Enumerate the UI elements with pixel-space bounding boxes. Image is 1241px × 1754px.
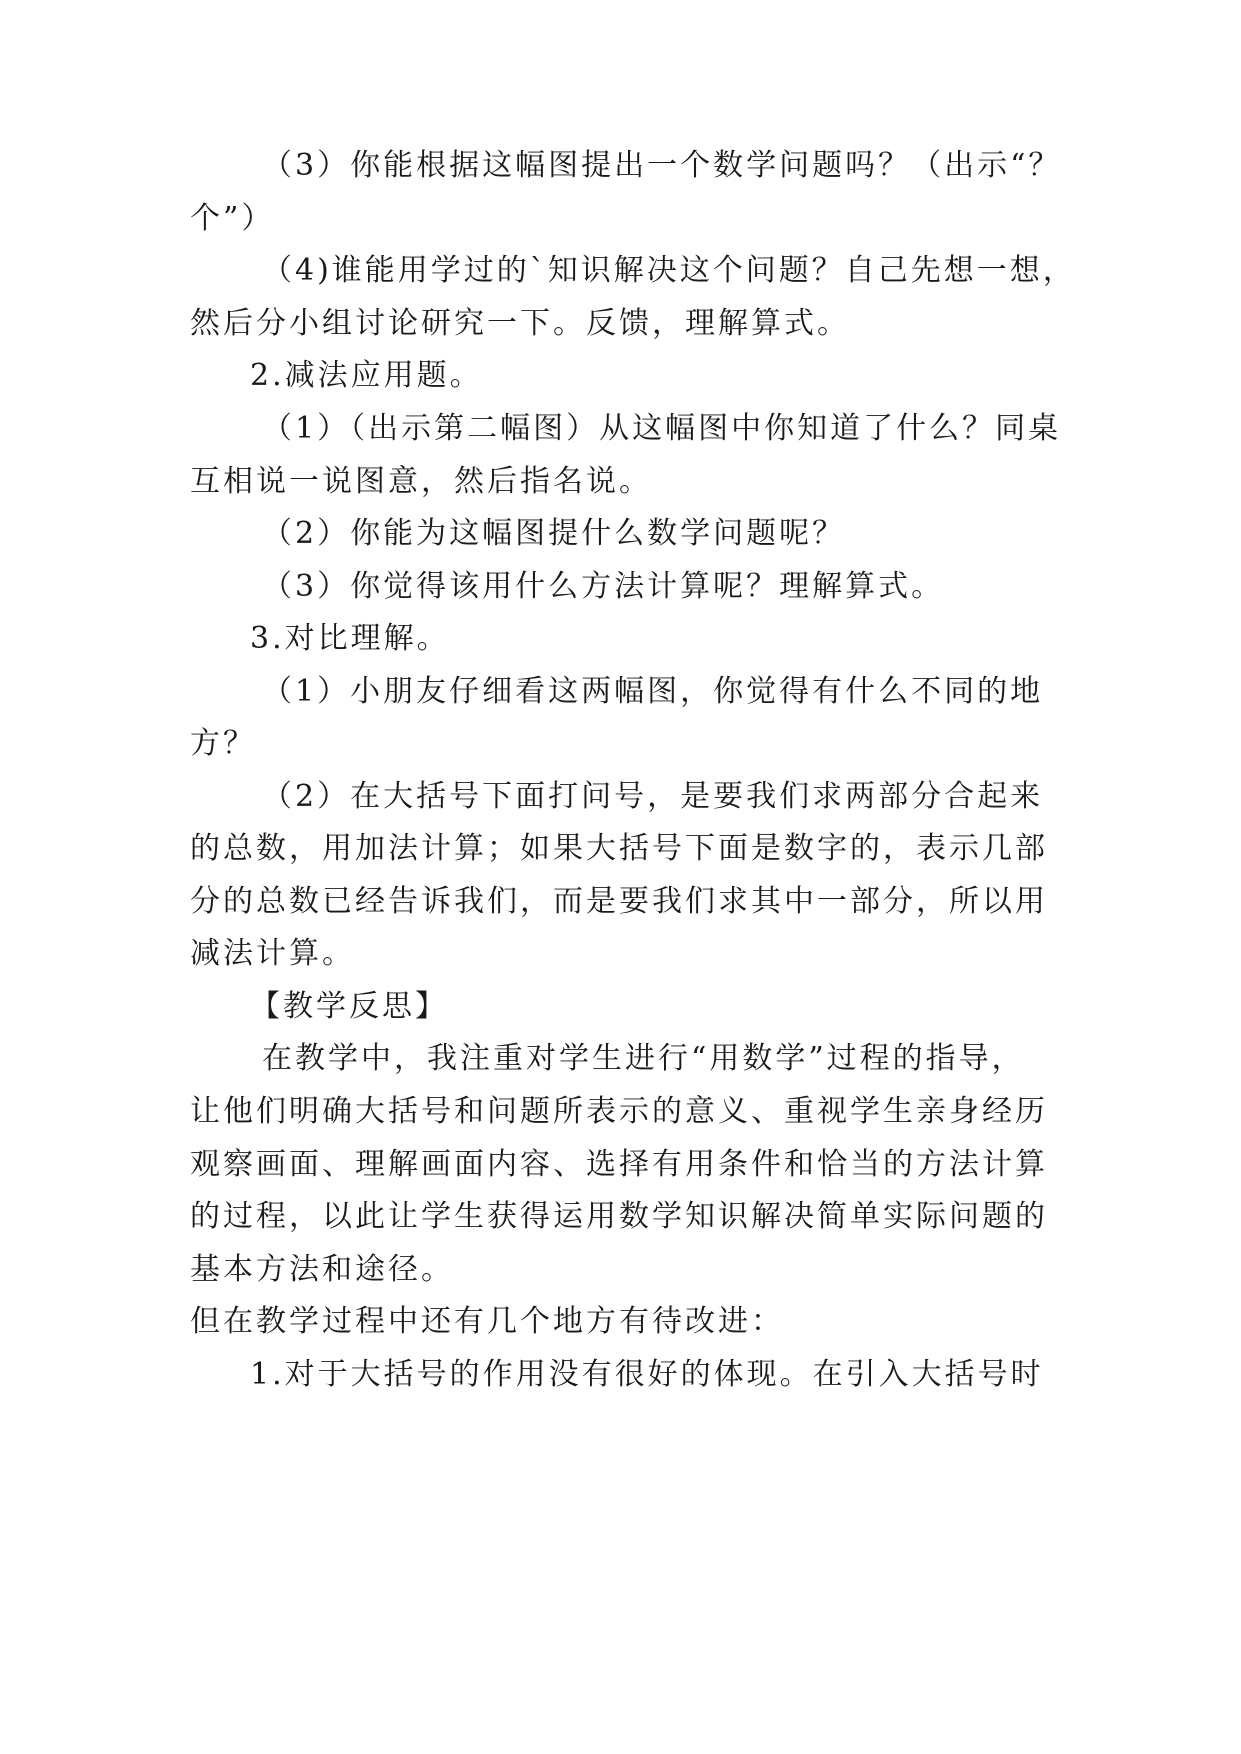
paragraph-line: （1）（出示第二幅图）从这幅图中你知道了什么？同桌: [262, 411, 1062, 446]
paragraph-line: 分的总数已经告诉我们，而是要我们求其中一部分，所以用: [190, 884, 1048, 919]
paragraph-line: （2）你能为这幅图提什么数学问题呢？: [262, 516, 846, 551]
paragraph-line: （3）你觉得该用什么方法计算呢？理解算式。: [262, 569, 945, 604]
paragraph-line: （4)谁能用学过的`知识解决这个问题？自己先想一想，: [262, 253, 1076, 288]
paragraph-line: 观察画面、理解画面内容、选择有用条件和恰当的方法计算: [190, 1147, 1048, 1182]
paragraph-line: 的过程，以此让学生获得运用数学知识解决简单实际问题的: [190, 1199, 1048, 1234]
paragraph-line: 互相说一说图意，然后指名说。: [190, 464, 652, 499]
paragraph-line: 1.对于大括号的作用没有很好的体现。在引入大括号时: [250, 1357, 1044, 1392]
paragraph-line: 减法计算。: [190, 936, 355, 971]
paragraph-line: （3）你能根据这幅图提出一个数学问题吗？（出示“？: [262, 148, 1062, 183]
paragraph-line: 基本方法和途径。: [190, 1252, 454, 1287]
paragraph-line: （2）在大括号下面打问号，是要我们求两部分合起来: [262, 779, 1044, 814]
paragraph-line: 个”）: [190, 201, 275, 236]
section-heading: 2.减法应用题。: [250, 358, 483, 393]
paragraph-line: 的总数，用加法计算；如果大括号下面是数字的，表示几部: [190, 831, 1048, 866]
section-heading: 3.对比理解。: [250, 621, 450, 656]
paragraph-line: 方？: [190, 726, 256, 761]
section-heading: 【教学反思】: [250, 989, 448, 1024]
paragraph-line: （1）小朋友仔细看这两幅图，你觉得有什么不同的地: [262, 674, 1044, 709]
paragraph-line: 在教学中，我注重对学生进行“用数学”过程的指导，: [262, 1041, 1025, 1076]
paragraph-line: 但在教学过程中还有几个地方有待改进：: [190, 1304, 784, 1339]
paragraph-line: 然后分小组讨论研究一下。反馈，理解算式。: [190, 306, 850, 341]
paragraph-line: 让他们明确大括号和问题所表示的意义、重视学生亲身经历: [190, 1094, 1048, 1129]
